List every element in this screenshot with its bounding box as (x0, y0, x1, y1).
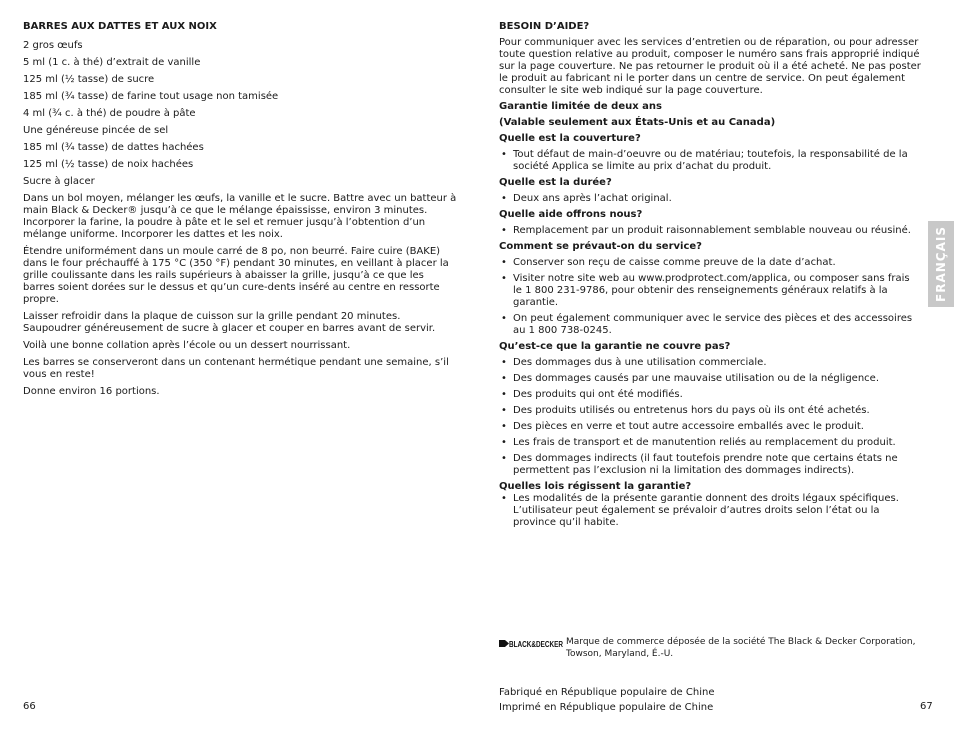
ingredient: 5 ml (1 c. à thé) d’extrait de vanille (23, 57, 201, 68)
ingredient: Une généreuse pincée de sel (23, 125, 169, 136)
list-item: • Des dommages indirects (il faut toutefois prendre note que certains états ne permettent pas l’exclusion ni la limitation des dommages indirects). (499, 453, 921, 477)
ingredient: 4 ml (¾ c. à thé) de poudre à pâte (23, 108, 196, 119)
ingredient: 125 ml (½ tasse) de noix hachées (23, 159, 194, 170)
recipe-title: BARRES AUX DATTES ET AUX NOIX (23, 21, 217, 32)
servings-note: Donne environ 16 portions. (23, 386, 160, 397)
duration-question: Quelle est la durée? (499, 177, 612, 188)
ingredient-list (23, 40, 458, 188)
ingredient: 2 gros œufs (23, 40, 83, 51)
ingredient: 185 ml (¾ tasse) de farine tout usage non tamisée (23, 91, 279, 102)
origin-notes (499, 685, 714, 715)
printed-in-text: Imprimé en République populaire de Chine (499, 702, 714, 713)
list-item: • Les frais de transport et de manutention reliés au remplacement du produit. (499, 437, 921, 449)
help-intro: Pour communiquer avec les services d’entretien ou de réparation, ou pour adresser toute question relative au produit, composer le numéro sans frais approprié indiqué sur la page couverture. Ne pas retourner le produit où il a été acheté. Ne pas poster le produit au fabricant ni le porter dans un centre de service. On peut également consulter le site web indiqué sur la page couverture. (499, 37, 921, 96)
law-question: Quelles lois régissent la garantie? (499, 481, 692, 492)
warranty-title: Garantie limitée de deux ans (499, 101, 662, 112)
warranty-subtitle: (Valable seulement aux États-Unis et au Canada) (499, 117, 776, 128)
help-question: Quelle aide offrons nous? (499, 209, 643, 220)
made-in-text: Fabriqué en République populaire de Chine (499, 687, 715, 698)
ingredient: Sucre à glacer (23, 176, 95, 187)
list-item: • Remplacement par un produit raisonnablement semblable nouveau ou réusiné. (499, 225, 921, 237)
page-number-right: 67 (920, 701, 933, 712)
list-item: • Des produits qui ont été modifiés. (499, 389, 921, 401)
trademark-text: Marque de commerce déposée de la société The Black & Decker Corporation, Towson, Maryland, É.-U. (566, 637, 916, 659)
list-item: • Des pièces en verre et tout autre accessoire emballés avec le produit. (499, 421, 921, 433)
language-tab-label: FRANÇAIS (934, 226, 948, 302)
list-item: • Les modalités de la présente garantie donnent des droits légaux spécifiques. L’utilisateur peut également se prévaloir d’autres droits selon l’état ou la province qu’il habite. (499, 493, 921, 529)
list-item: • Conserver son reçu de caisse comme preuve de la date d’achat. (499, 257, 921, 269)
language-tab (928, 221, 954, 307)
list-item: • Des produits utilisés ou entretenus hors du pays où ils ont été achetés. (499, 405, 921, 417)
duration-list (499, 193, 921, 205)
service-question: Comment se prévaut-on du service? (499, 241, 702, 252)
list-item: • Deux ans après l’achat original. (499, 193, 921, 205)
instruction-paragraph: Voilà une bonne collation après l’école ou un dessert nourrissant. (23, 340, 351, 351)
instruction-paragraph: Les barres se conserveront dans un contenant hermétique pendant une semaine, s’il vous en reste! (23, 357, 449, 380)
help-heading: BESOIN D’AIDE? (499, 21, 590, 32)
exclusions-list (499, 357, 921, 477)
law-list (499, 493, 921, 529)
help-list (499, 225, 921, 237)
list-item: • Tout défaut de main-d’oeuvre ou de matériau; toutefois, la responsabilité de la société Applica se limite au prix d’achat du produit. (499, 149, 921, 173)
trademark-notice (499, 636, 919, 660)
service-list (499, 257, 921, 337)
list-item: • Des dommages causés par une mauvaise utilisation ou de la négligence. (499, 373, 921, 385)
ingredient: 125 ml (½ tasse) de sucre (23, 74, 155, 85)
instruction-paragraph: Étendre uniformément dans un moule carré de 8 po, non beurré. Faire cuire (BAKE) dans le four préchauffé à 175 °C (350 °F) pendant 30 minutes, en veillant à placer la grille coulissante dans les rails supérieurs à abaisser la grille, jusqu’à ce que les barres soient dorées sur le dessus et qu’un cure-dents inséré au centre en ressorte propre. (23, 246, 449, 305)
list-item: • On peut également communiquer avec le service des pièces et des accessoires au 1 800 738-0245. (499, 313, 921, 337)
recipe-column (23, 21, 458, 403)
page-number-left: 66 (23, 701, 36, 712)
exclusions-question: Qu’est-ce que la garantie ne couvre pas? (499, 341, 731, 352)
svg-text:BLACK&DECKER: BLACK&DECKER (509, 640, 564, 649)
instruction-paragraph: Laisser refroidir dans la plaque de cuisson sur la grille pendant 20 minutes. Saupoudrer généreusement de sucre à glacer et couper en barres avant de servir. (23, 311, 436, 334)
list-item: • Visiter notre site web au www.prodprotect.com/applica, ou composer sans frais le 1 800 231-9786, pour obtenir des renseignements généraux relatifs à la garantie. (499, 273, 921, 309)
coverage-question: Quelle est la couverture? (499, 133, 641, 144)
black-decker-logo (499, 637, 563, 650)
instruction-paragraph: Dans un bol moyen, mélanger les œufs, la vanille et le sucre. Battre avec un batteur à main Black & Decker® jusqu’à ce que le mélange épaississe, environ 3 minutes. Incorporer la farine, la poudre à pâte et le sel et remuer jusqu’à l’obtention d’un mélange uniforme. Incorporer les dattes et les noix. (23, 193, 457, 240)
list-item: • Des dommages dus à une utilisation commerciale. (499, 357, 921, 369)
coverage-list (499, 149, 921, 173)
ingredient: 185 ml (¾ tasse) de dattes hachées (23, 142, 204, 153)
warranty-column (499, 21, 921, 533)
